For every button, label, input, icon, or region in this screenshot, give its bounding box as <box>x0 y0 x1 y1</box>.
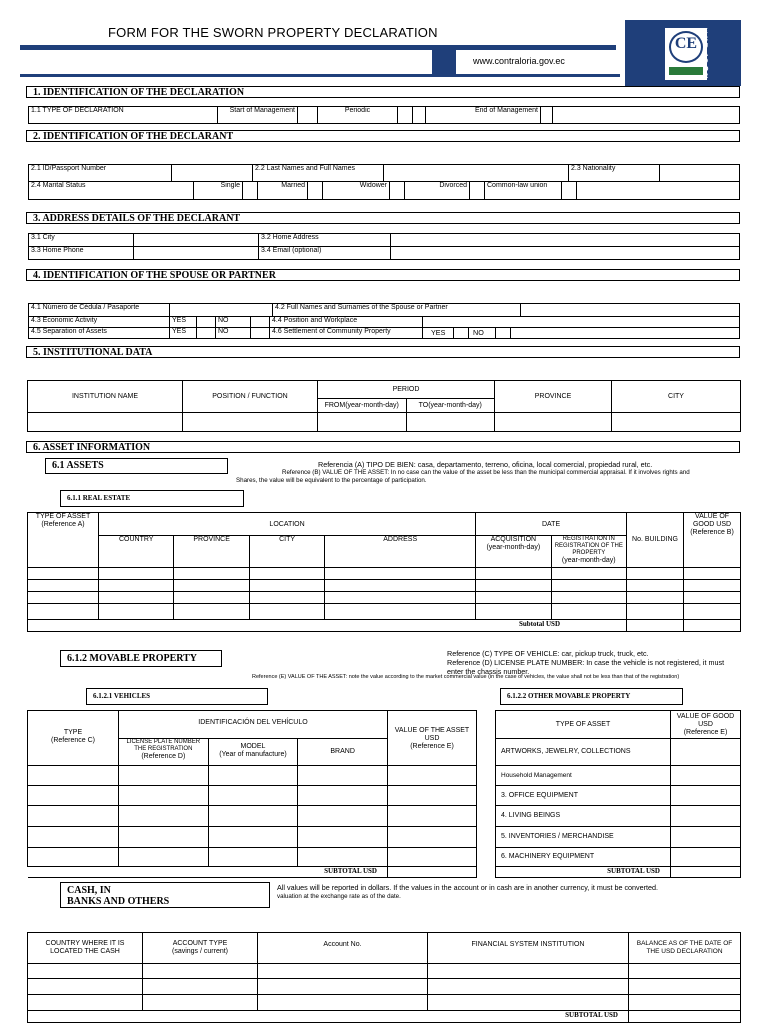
header-rule-bottom <box>20 74 620 77</box>
to-field[interactable] <box>406 413 495 432</box>
nationality-field[interactable] <box>660 165 740 182</box>
country-header: COUNTRY <box>99 536 174 568</box>
other-item-6: 6. MACHINERY EQUIPMENT <box>496 848 671 867</box>
cash-note-1: All values will be reported in dollars. If the values in the account or in cash are in another currency, it must be converted. <box>277 883 658 892</box>
marital-label: 2.4 Marital Status <box>29 182 194 200</box>
value-good-header: VALUE OF GOOD USD <box>692 513 732 528</box>
section-1-title: 1. IDENTIFICATION OF THE DECLARATION <box>26 86 740 98</box>
real-estate-subtotal-label: Subtotal USD <box>28 620 627 632</box>
cash-subtitle <box>60 882 270 908</box>
period-to-header: TO(year-month-day) <box>406 399 495 413</box>
home-address-label: 3.2 Home Address <box>259 234 391 247</box>
table-row[interactable] <box>28 848 119 867</box>
account-type-format: (savings / current) <box>171 948 229 955</box>
names-label: 2.2 Last Names and Full Names <box>253 165 384 182</box>
province-header-re: PROVINCE <box>174 536 249 568</box>
table-row[interactable] <box>28 806 119 827</box>
form-title: FORM FOR THE SWORN PROPERTY DECLARATION <box>108 25 438 40</box>
other-item-5: 5. INVENTORIES / MERCHANDISE <box>496 827 671 848</box>
vehicle-type-header: TYPE <box>63 729 83 736</box>
header-rule-small <box>432 50 456 76</box>
cedula-field[interactable] <box>170 304 273 317</box>
account-type-header: ACCOUNT TYPE <box>172 940 228 947</box>
city-field-inst[interactable] <box>612 413 741 432</box>
period-header: PERIOD <box>318 381 495 399</box>
acquisition-format: (year-month-day) <box>486 544 541 551</box>
table-row[interactable] <box>28 995 143 1011</box>
table-row[interactable] <box>28 568 99 580</box>
table-row[interactable] <box>28 604 99 620</box>
vehicles-subtotal-field[interactable] <box>388 867 477 878</box>
real-estate-table <box>27 512 741 632</box>
separation-yes-checkbox[interactable] <box>197 328 216 339</box>
position-workplace-label: 4.4 Position and Workplace <box>270 317 423 328</box>
names-field[interactable] <box>384 165 569 182</box>
logo-panel <box>625 20 741 86</box>
real-estate-subtotal-field[interactable] <box>684 620 741 632</box>
financial-institution-header: FINANCIAL SYSTEM INSTITUTION <box>428 933 629 964</box>
divorced-checkbox[interactable] <box>470 182 485 200</box>
account-no-header: Account No. <box>258 933 428 964</box>
section-2-title: 2. IDENTIFICATION OF THE DECLARANT <box>26 130 740 142</box>
periodic-checkbox[interactable] <box>398 107 413 124</box>
other-movable-subtitle: 6.1.2.2 OTHER MOVABLE PROPERTY <box>500 688 683 705</box>
ref-d-note-2: enter the chassis number. <box>447 667 530 676</box>
table-row[interactable] <box>28 580 99 592</box>
other-item-2: Household Management <box>496 766 671 786</box>
type-asset-header: TYPE OF ASSET <box>35 513 91 520</box>
widower-label: Widower <box>323 182 390 200</box>
table-row[interactable] <box>28 592 99 604</box>
email-label: 3.4 Email (optional) <box>259 247 391 260</box>
cash-table <box>27 932 741 1023</box>
settlement-no-checkbox[interactable] <box>495 328 511 339</box>
ref-c-note: Reference (C) TYPE OF VEHICLE: car, pickup truck, truck, etc. <box>447 649 649 658</box>
spouse-names-field[interactable] <box>521 304 740 317</box>
other-value-header: VALUE OF GOOD USD <box>676 712 735 728</box>
common-law-label: Common-law union <box>485 182 562 200</box>
home-address-field[interactable] <box>391 234 740 247</box>
province-field[interactable] <box>495 413 612 432</box>
economic-activity-label: 4.3 Economic Activity <box>29 317 170 328</box>
cash-subtotal-field[interactable] <box>629 1011 741 1023</box>
economic-no-checkbox[interactable] <box>251 317 270 328</box>
website-url: www.contraloria.gov.ec <box>473 56 565 66</box>
brand-header: BRAND <box>298 739 388 766</box>
other-movable-table <box>495 710 741 878</box>
section-5-title: 5. INSTITUTIONAL DATA <box>26 346 740 358</box>
logo-icon: CE <box>665 28 707 80</box>
cash-subtotal-label: SUBTOTAL USD <box>28 1011 629 1023</box>
divorced-label: Divorced <box>405 182 470 200</box>
spouse-table-1 <box>28 303 740 317</box>
other-item-1: ARTWORKS, JEWELRY, COLLECTIONS <box>496 739 671 766</box>
widower-checkbox[interactable] <box>390 182 405 200</box>
ref-c-header: (Reference C) <box>51 737 95 744</box>
nationality-label: 2.3 Nationality <box>569 165 660 182</box>
end-management-checkbox[interactable] <box>541 107 553 124</box>
end-management-label: End of Management <box>426 107 541 124</box>
vehicle-ident-header: IDENTIFICACIÓN DEL VEHÍCULO <box>119 711 388 739</box>
start-management-checkbox[interactable] <box>298 107 318 124</box>
city-header-re: CITY <box>249 536 324 568</box>
settlement-label: 4.6 Settlement of Community Property <box>270 328 423 339</box>
other-item-4: 4. LIVING BEINGS <box>496 806 671 827</box>
separation-label: 4.5 Separation of Assets <box>29 328 170 339</box>
id-field[interactable] <box>172 165 253 182</box>
value-asset-header: VALUE OF THE ASSET USD <box>394 727 470 742</box>
position-header: POSITION / FUNCTION <box>183 381 318 413</box>
from-field[interactable] <box>318 413 407 432</box>
table-row[interactable] <box>28 786 119 806</box>
position-workplace-field[interactable] <box>423 317 740 328</box>
header-rule-top <box>20 45 616 50</box>
institution-field[interactable] <box>28 413 183 432</box>
ref-d-note: Reference (D) LICENSE PLATE NUMBER: In case the vehicle is not registered, it must <box>447 658 725 667</box>
single-checkbox[interactable] <box>243 182 258 200</box>
no-building-header: No. BUILDING <box>627 513 684 568</box>
separation-no-checkbox[interactable] <box>251 328 270 339</box>
separation-no-label: NO <box>216 328 251 339</box>
period-from-header: FROM(year-month-day) <box>318 399 407 413</box>
settlement-yes-label: YES <box>431 328 446 337</box>
table-row[interactable] <box>28 827 119 848</box>
address-header: ADDRESS <box>325 536 476 568</box>
id-label: 2.1 ID/Passport Number <box>29 165 172 182</box>
other-subtotal-label: SUBTOTAL USD <box>496 867 671 878</box>
start-management-label: Start of Management <box>218 107 298 124</box>
location-header: LOCATION <box>99 513 476 536</box>
plate-header: LICENSE PLATE NUMBER THE REGISTRATION <box>126 739 201 752</box>
declaration-type-label: 1.1 TYPE OF DECLARATION <box>29 107 218 124</box>
other-type-header: TYPE OF ASSET <box>496 711 671 739</box>
assets-subtitle: 6.1 ASSETS <box>45 458 228 474</box>
married-checkbox[interactable] <box>308 182 323 200</box>
ref-d-header: (Reference D) <box>141 753 186 760</box>
cash-country-header: COUNTRY WHERE IT IS LOCATED THE CASH <box>28 933 143 964</box>
city-label: 3.1 City <box>29 234 134 247</box>
province-header: PROVINCE <box>495 381 612 413</box>
registration-header: REGISTRATION IN REGISTRATION OF THE PROPERTY <box>554 536 623 556</box>
table-row[interactable] <box>28 979 143 995</box>
movable-property-subtitle: 6.1.2 MOVABLE PROPERTY <box>60 650 222 667</box>
spouse-names-label: 4.2 Full Names and Surnames of the Spouse or Partner <box>273 304 521 317</box>
ref-b-note: Reference (B) VALUE OF THE ASSET: In no case can the value of the asset be less than the municipal commercial appraisal. If it involves rights and <box>282 469 690 476</box>
declarant-table <box>28 164 740 182</box>
home-phone-field[interactable] <box>134 247 259 260</box>
model-format: (Year of manufacture) <box>219 751 287 758</box>
section-3-title: 3. ADDRESS DETAILS OF THE DECLARANT <box>26 212 740 224</box>
table-row[interactable] <box>28 964 143 979</box>
settlement-yes-checkbox[interactable] <box>453 328 469 339</box>
date-header: DATE <box>476 513 627 536</box>
ref-e-header: (Reference E) <box>410 743 454 750</box>
email-field[interactable] <box>391 247 740 260</box>
economic-yes-label: YES <box>170 317 197 328</box>
vehicles-subtotal-label: SUBTOTAL USD <box>28 867 388 878</box>
balance-header: BALANCE AS OF THE DATE OF THE USD DECLARATION <box>629 933 741 964</box>
home-phone-label: 3.3 Home Phone <box>29 247 134 260</box>
position-field[interactable] <box>183 413 318 432</box>
separation-yes-label: YES <box>170 328 197 339</box>
married-label: Married <box>258 182 308 200</box>
vehicles-subtitle: 6.1.2.1 VEHICLES <box>86 688 268 705</box>
settlement-no-label: NO <box>473 328 484 337</box>
logo-country-text: ECUADOR <box>703 28 709 80</box>
city-header: CITY <box>612 381 741 413</box>
cedula-label: 4.1 Número de Cédula / Pasaporte <box>29 304 170 317</box>
cash-title-2: BANKS AND OTHERS <box>67 896 170 907</box>
cash-title-1: CASH, IN <box>67 885 111 896</box>
model-header: MODEL <box>240 743 266 750</box>
economic-no-label: NO <box>216 317 251 328</box>
address-table <box>28 233 740 260</box>
ref-a-header: (Reference A) <box>41 521 85 528</box>
section-4-title: 4. IDENTIFICATION OF THE SPOUSE OR PARTNER <box>26 269 740 281</box>
real-estate-subtitle: 6.1.1 REAL ESTATE <box>60 490 244 507</box>
declaration-type-table <box>28 106 740 124</box>
ref-a-note: Referencia (A) TIPO DE BIEN: casa, departamento, terreno, oficina, local comercial, propiedad rural, etc. <box>318 460 653 469</box>
ref-e-note: Reference (E) VALUE OF THE ASSET: note the value according to the market commercial value (in the case of vehicles, the value shall not be less than that of the registration) <box>252 674 680 680</box>
common-law-checkbox[interactable] <box>562 182 577 200</box>
ref-b-header: (Reference B) <box>690 529 734 536</box>
single-label: Single <box>194 182 243 200</box>
city-field[interactable] <box>134 234 259 247</box>
economic-yes-checkbox[interactable] <box>197 317 216 328</box>
cash-note-2: valuation at the exchange rate as of the date. <box>277 893 401 900</box>
registration-format: (year-month-day) <box>561 557 616 564</box>
section-6-title: 6. ASSET INFORMATION <box>26 441 740 453</box>
other-ref-e-header: (Reference E) <box>683 728 728 736</box>
table-row[interactable] <box>28 766 119 786</box>
marital-table <box>28 181 740 200</box>
ref-b-note-2: Shares, the value will be equivalent to the percentage of participation. <box>236 477 427 484</box>
periodic-label: Periodic <box>318 107 398 124</box>
institution-header: INSTITUTION NAME <box>28 381 183 413</box>
other-item-3: 3. OFFICE EQUIPMENT <box>496 786 671 806</box>
spouse-table-2 <box>28 316 740 339</box>
acquisition-header: ACQUISITION <box>490 536 537 543</box>
other-subtotal-field[interactable] <box>671 867 741 878</box>
vehicles-table <box>27 710 477 878</box>
institutional-table <box>27 380 741 432</box>
